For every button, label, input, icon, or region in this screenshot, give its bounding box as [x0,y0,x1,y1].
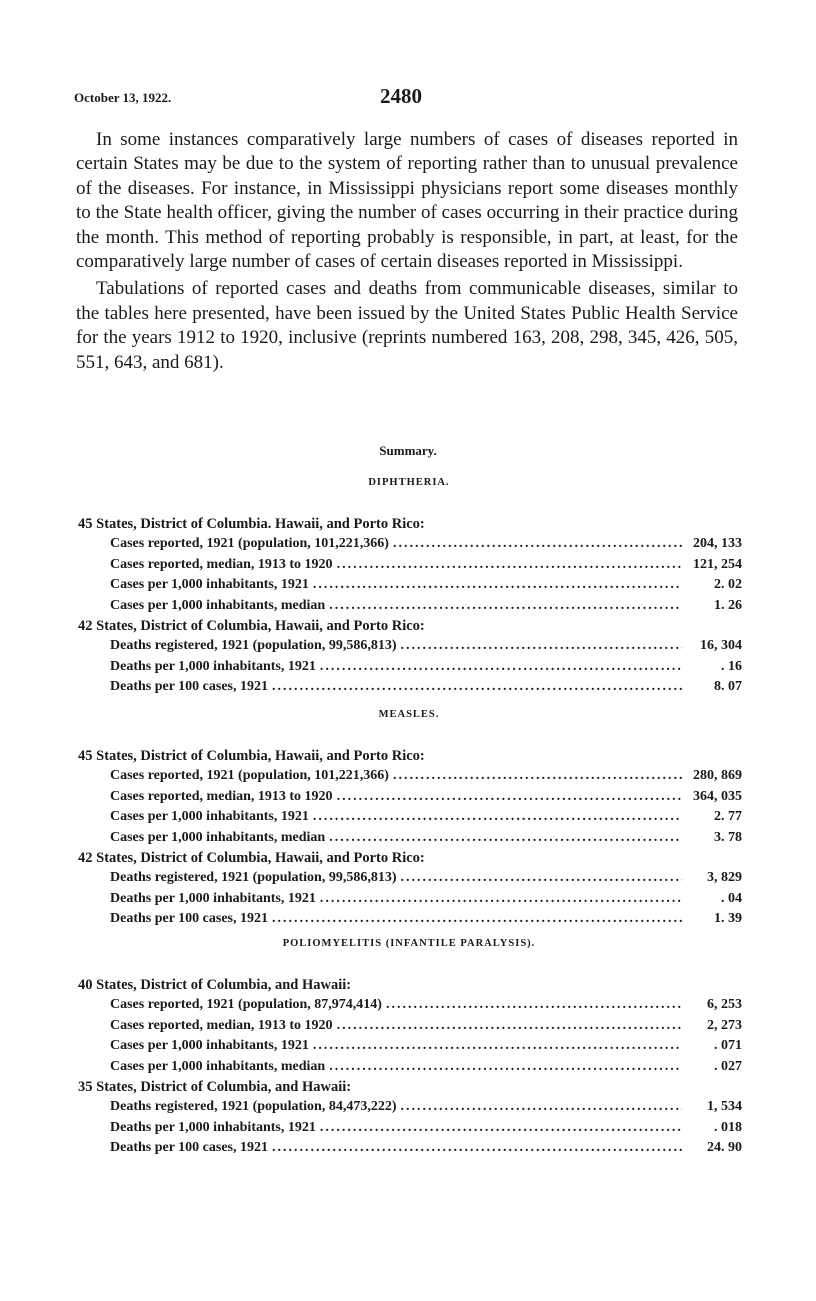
dot-leader [400,636,682,657]
row-label: Cases reported, 1921 (population, 87,974,414) [110,997,382,1012]
row-value: 280, 869 [693,768,742,783]
dot-leader [329,1057,682,1078]
row-label: Deaths registered, 1921 (population, 84,473,222) [110,1099,397,1114]
table-row [110,1138,742,1159]
dot-leader [337,787,682,808]
row-label: Cases reported, median, 1913 to 1920 [110,788,333,804]
dot-leader [386,995,682,1016]
table-row [110,1097,742,1118]
table-row [110,555,742,576]
dot-leader [313,1036,682,1057]
disease-section [76,935,742,1159]
table-row [110,1036,742,1057]
group-title: 45 States, District of Columbia. Hawaii, and Porto Rico: [78,516,425,532]
row-value: 204, 133 [693,536,742,551]
table-row [110,995,742,1016]
row-value: 1, 534 [707,1099,742,1114]
row-label: Cases per 1,000 inhabitants, 1921 [110,809,309,824]
row-label: Deaths registered, 1921 (population, 99,586,813) [110,638,397,653]
row-label: Deaths per 1,000 inhabitants, 1921 [110,890,316,906]
group-title: 40 States, District of Columbia, and Hawaii: [78,977,352,993]
section-title: DIPHTHERIA. [368,477,450,488]
section-title: POLIOMYELITIS (INFANTILE PARALYSIS). [282,938,536,949]
group-title: 42 States, District of Columbia, Hawaii, and Porto Rico: [78,850,425,866]
dot-leader [400,1097,682,1118]
table-row [110,1057,742,1078]
table-row [110,889,742,910]
row-value: . 16 [721,658,742,674]
row-label: Cases reported, median, 1913 to 1920 [110,1017,333,1033]
table-row [110,534,742,555]
row-label: Cases reported, 1921 (population, 101,221,366) [110,768,389,783]
dot-leader [320,657,682,678]
dot-leader [337,1016,682,1037]
table-row [110,909,742,930]
row-label: Deaths per 100 cases, 1921 [110,679,269,694]
row-value: 8. 07 [714,679,742,694]
row-value: 3. 78 [714,829,742,845]
row-label: Cases per 1,000 inhabitants, 1921 [110,1038,309,1053]
row-value: . 071 [714,1038,742,1053]
table-row [110,787,742,808]
table-row [110,1118,742,1139]
row-label: Cases reported, 1921 (population, 101,221,366) [110,536,389,551]
dot-leader [320,889,682,910]
table-row [110,1016,742,1037]
dot-leader [320,1118,682,1139]
row-value: 24. 90 [707,1140,742,1155]
group-title: 45 States, District of Columbia, Hawaii, and Porto Rico: [78,748,425,764]
row-value: . 04 [721,890,742,906]
dot-leader [313,575,682,596]
page-header [74,84,740,114]
table-row [110,766,742,787]
row-label: Cases reported, median, 1913 to 1920 [110,556,333,572]
row-value: . 027 [714,1058,742,1074]
disease-section [76,706,742,930]
dot-leader [313,807,682,828]
section-title: MEASLES. [378,709,440,720]
table-row [110,677,742,698]
row-label: Deaths per 100 cases, 1921 [110,1140,269,1155]
row-label: Cases per 1,000 inhabitants, 1921 [110,577,309,592]
intro-paragraph: Tabulations of reported cases and deaths from communicable diseases, similar to the tables here presented, have been issued by the United States Public Health Service for the years 1912 to 1920, inclusive (reprints numbered 163, 208, 298, 345, 426, 505, 551, 643, and 681). [76,278,738,373]
dot-leader [393,766,682,787]
row-value: 2, 273 [707,1017,742,1033]
row-label: Cases per 1,000 inhabitants, median [110,829,326,845]
summary-heading: Summary. [379,443,437,458]
row-value: 1. 39 [714,911,742,926]
dot-leader [393,534,682,555]
intro-text [76,128,738,378]
dot-leader [272,1138,682,1159]
table-row [110,828,742,849]
dot-leader [337,555,682,576]
dot-leader [272,677,682,698]
row-value: 1. 26 [714,597,742,613]
row-value: 3, 829 [707,870,742,885]
row-label: Deaths per 1,000 inhabitants, 1921 [110,1119,316,1135]
row-value: 6, 253 [707,997,742,1012]
row-label: Deaths per 100 cases, 1921 [110,911,269,926]
table-row [110,807,742,828]
row-label: Cases per 1,000 inhabitants, median [110,1058,326,1074]
row-value: . 018 [714,1119,742,1135]
disease-section [76,474,742,698]
table-row [110,657,742,678]
row-value: 364, 035 [693,788,742,804]
row-label: Deaths per 1,000 inhabitants, 1921 [110,658,316,674]
row-label: Cases per 1,000 inhabitants, median [110,597,326,613]
row-label: Deaths registered, 1921 (population, 99,586,813) [110,870,397,885]
table-row [110,868,742,889]
intro-paragraph: In some instances comparatively large numbers of cases of diseases reported in certain States may be due to the system of reporting rather than to unusual prevalence of the diseases. For instance, in Mississippi physicians report some diseases monthly to the State health officer, giving the number of cases occurring in their practice during the month. This method of reporting probably is responsible, in part, at least, for the comparatively large number of cases of certain diseases reported in Mississippi. [76,129,738,273]
table-row [110,596,742,617]
table-row [110,575,742,596]
group-title: 42 States, District of Columbia, Hawaii, and Porto Rico: [78,618,425,634]
issue-date: October 13, 1922. [74,90,172,105]
page-number: 2480 [380,84,422,108]
dot-leader [400,868,682,889]
row-value: 2. 02 [714,577,742,592]
dot-leader [329,828,682,849]
row-value: 2. 77 [714,809,742,824]
dot-leader [272,909,682,930]
dot-leader [329,596,682,617]
group-title: 35 States, District of Columbia, and Hawaii: [78,1079,352,1095]
table-row [110,636,742,657]
row-value: 16, 304 [700,638,742,653]
row-value: 121, 254 [693,556,742,572]
